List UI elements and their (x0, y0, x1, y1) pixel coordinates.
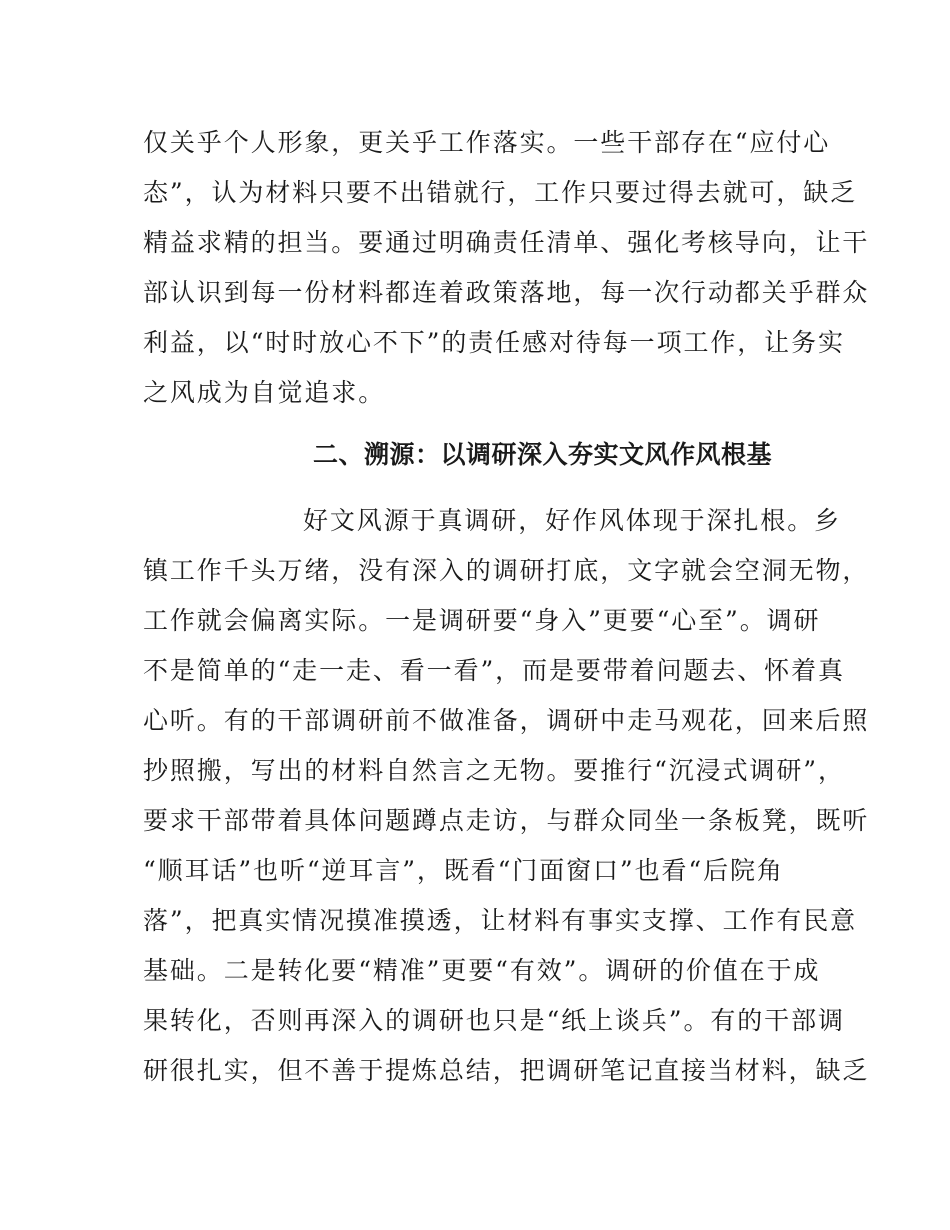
paragraph-line: 精益求精的担当。要通过明确责任清单、强化考核导向，让干 (143, 228, 870, 257)
paragraph-line: 果转化，否则再深入的调研也只是“纸上谈兵”。有的干部调 (143, 1006, 845, 1035)
paragraph-line: 抄照搬，写出的材料自然言之无物。要推行“沉浸式调研”， (143, 756, 845, 785)
paragraph-line: 之风成为自觉追求。 (143, 378, 386, 407)
paragraph-line: “顺耳话”也听“逆耳言”，既看“门面窗口”也看“后院角 (143, 856, 784, 885)
paragraph-line: 仅关乎个人形象，更关乎工作落实。一些干部存在“应付心 (143, 128, 831, 157)
paragraph-line: 镇工作千头万绪，没有深入的调研打底，文字就会空洞无物， (143, 556, 870, 585)
paragraph-line: 利益，以“时时放心不下”的责任感对待每一项工作，让务实 (143, 328, 845, 357)
paragraph-line: 落”，把真实情况摸准摸透，让材料有事实支撑、工作有民意 (143, 906, 858, 935)
paragraph-first-line: 好文风源于真调研，好作风体现于深扎根。乡 (303, 506, 842, 535)
paragraph-line: 心听。有的干部调研前不做准备，调研中走马观花，回来后照 (143, 706, 870, 735)
paragraph-line: 部认识到每一份材料都连着政策落地，每一次行动都关乎群众 (143, 278, 870, 307)
paragraph-line: 要求干部带着具体问题蹲点走访，与群众同坐一条板凳，既听 (143, 806, 870, 835)
paragraph-line: 态”，认为材料只要不出错就行，工作只要过得去就可，缺乏 (143, 178, 858, 207)
paragraph-line: 工作就会偏离实际。一是调研要“身入”更要“心至”。调研 (143, 606, 821, 635)
paragraph-line: 基础。二是转化要“精准”更要“有效”。调研的价值在于成 (143, 956, 821, 985)
section-heading: 二、溯源：以调研深入夯实文风作风根基 (313, 440, 773, 469)
paragraph-line: 不是简单的“走一走、看一看”，而是要带着问题去、怀着真 (143, 656, 845, 685)
paragraph-line: 研很扎实，但不善于提炼总结，把调研笔记直接当材料，缺乏 (143, 1056, 870, 1085)
